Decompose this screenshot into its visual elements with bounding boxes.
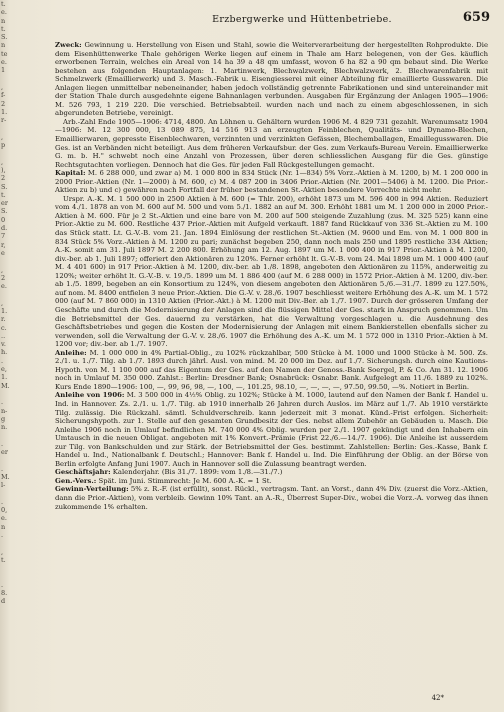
paragraph-text: 5% z. R.-F. (ist erfüllt), sonst. Rückl., vertragsm. Tant. an Vorst., dann 4% Div. (zuerst die Vorz.-Aktien, dann die Prior.-Aktien), vom verbleib. Gewinn 10% Tant. an A.-R., Überrest Super-Div., wobei die Vorz.-A. vorweg das ihnen zukommende 1% erhalten. [55, 485, 488, 511]
margin-fragment: c. [1, 323, 7, 332]
margin-fragment [0, 564, 14, 572]
paragraph-text: Spät. im Juni. Stimmrecht: Je M. 600 A.-K. = 1 St. [98, 476, 272, 485]
margin-fragment: 2 [1, 99, 6, 108]
margin-fragment: 1. [1, 306, 8, 315]
margin-fragment: e. [1, 282, 7, 291]
margin-fragment: 2 [1, 273, 6, 282]
paragraph-label: Geschäftsjahr: [55, 468, 111, 477]
margin-fragment: e [1, 248, 5, 257]
article-body [55, 41, 488, 511]
paragraph [55, 118, 488, 169]
running-header: Erzbergwerke und Hüttenbetriebe. [212, 14, 392, 25]
paragraph [55, 169, 488, 195]
margin-fragment [0, 490, 14, 498]
margin-fragment: e, [1, 365, 7, 374]
margin-fragment: te [1, 49, 8, 58]
paragraph-label: Zweck: [55, 41, 82, 49]
paragraph-label: Anleihe: [55, 348, 87, 357]
margin-fragment: p [1, 141, 6, 150]
paragraph [55, 477, 488, 486]
margin-fragment: e. [1, 8, 7, 17]
paragraph [55, 485, 488, 511]
paragraph-text: M. 6 288 000, und zwar a) M. 1 000 800 in 834 Stück (Nr. 1—834) 5% Vorz.-Aktien à M. 1200, b) M. 1 200 000 in 2000 Prior.-Aktien (Nr. 1—2000) à M. 600, c) M. 4 087 200 in 3406 Prior.-Aktien (Nr. 2001—5406) à M. 1200. Die Prior.-Aktien zu b) und c) gewähren nach Fortfall der früher bestandenen St.-Aktien besondere Vorrechte nicht mehr. [55, 169, 488, 195]
paragraph [55, 391, 488, 468]
margin-fragment: ), [1, 165, 6, 174]
paragraph-text: M. 3 500 000 in 4½% Oblig. zu 102%; Stücke à M. 1000, lautend auf den Namen der Bank f. Handel u. Ind. in Hannover. Zs. 2./1. u. 1./7. Tilg. ab 1910 innerhalb 26 Jahren durch Auslos. im März auf 1./7. Ab 1910 verstärkte Tilg. zulässig. Die Rückzahl. sämtl. Schuldverschreib. kann jederzeit mit 3 monat. Künd.-Frist erfolgen. Sicherheit: Sicherungshypoth. zur 1. Stelle auf den gesamten Grundbesitz der Ges. nebst allem Zubehör an Gebäuden u. Masch. Die Anleihe 1906 noch in Umlauf befindlichen M. 740 000 4% Oblig. wurden per 2./1. 1907 gekündigt und den Inhabern ein Umtausch in die neuen Obligat. angeboten mit 1% Konvert.-Prämie (Frist 22./6.—14./7. 1906). Die Anleihe ist ausserdem zur Tilg. von Bankschulden und zur Stärk. der Betriebsmittel der Ges. bestimmt. Zahlstellen: Berlin: Ges.-Kasse, Bank f. Handel u. Ind., Nationalbank f. Deutschl.; Hannover: Bank f. Handel u. Ind. Die Einführung der Oblig. an der Börse von Berlin erfolgte Anfang Juni 1907. Auch in Hannover soll die Zulassung beantragt werden. [55, 391, 488, 468]
margin-fragment: t. [1, 190, 6, 199]
paragraph-label: Kapital: [55, 169, 86, 178]
margin-fragment [0, 290, 14, 298]
margin-fragment: n [1, 522, 6, 531]
margin-fragment: f- [1, 91, 6, 100]
margin-fragment [0, 75, 14, 83]
paragraph-text: Urspr. A.-K. M. 1 500 000 in 2500 Aktien à M. 600 (= Thlr. 200), erhöht 1873 um M. 596 400 in 994 Aktien. Reduziert vom 4./1. 1878 an von M. 600 auf M. 500 und vom 5./1. 1882 an auf M. 300. Erhöht 1881 um M. 1 200 000 in 2000 Prior.-Aktien à M. 600. Für je 2 St.-Aktien und eine bare von M. 200 auf 500 steigende Zuzahlung (zus. M. 325 525) kann eine Prior.-Aktie zu M. 600. Restliche 437 Prior.-Aktien mit Aufgeld verkauft. 1887 fand Rückkauf von 336 St.-Aktien zu M. 100 das Stück statt. Lt. G.-V.-B. vom 21. Jan. 1894 Einlösung der restlichen St.-Aktien (M. 9600 und Em. von M. 1 000 800 in 834 Stück 5% Vorz.-Aktien à M. 1200 zu pari; zunächst begeben 250, dann noch mals 250 und 1895 restliche 334 Aktien; A.-K. somit am 31. Juli 1897 M. 2 200 800. Erhöhung am 12. Aug. 1897 um M. 1 000 400 in 917 Prior.-Aktien à M. 1200, div.-ber. ab 1. Juli 1897; offeriert den Aktionären zu 120%. Ferner erhöht lt. G.-V.-B. vom 24. Mai 1898 um M. 1 000 400 (auf M. 4 401 600) in 917 Prior.-Aktien à M. 1200, div.-ber. ab 1./8. 1898, angeboten den Aktionären zu 115%, anderweitig zu 120%; weiter erhöht lt. G.-V.-B. v. 19./5. 1899 um M. 1 886 400 (auf M. 6 288 000) in 1572 Prior.-Aktien à M. 1200, div.-ber. ab 1./5. 1899, begeben an ein Konsortium zu 124%, von diesem angeboten den Aktionären 5./6.—31./7. 1899 zu 127.50%, auf nom. M. 8400 entfielen 3 neue Prior.-Aktien. Die G.-V. v. 28./6. 1907 beschliesst weitere Erhöhung des A.-K. um M. 1 572 000 (auf M. 7 860 000) in 1310 Aktien (Prior.-Akt.) à M. 1200 mit Div.-Ber. ab 1./7. 1907. Durch der grösseren Umfang der Geschäfte und durch die Modernisierung der Anlagen sind die flüssigen Mittel der Ges. stark in Anspruch genommen. Um die Betriebsmittel der Ges. dauernd zu verstärken, hat die Verwaltung vorgeschlagen u. die Ausdehnung des Geschäftsbetriebes und gegen die Kosten der Modernisierung der Anlagen mit einem Bankierstellen ebenfalls sicher zu verwenden, soll die Verwaltung der G.-V. v. 28./6. 1907 die Erhöhung des A.-K. um M. 1 572 000 in 1310 Prior.-Aktien à M. 1200 vor; div.-ber. ab 1./7. 1907. [55, 194, 488, 349]
margin-fragment: e. [1, 58, 7, 67]
margin-fragment: r. [1, 315, 6, 324]
margin-fragment: . [1, 580, 4, 589]
margin-fragment [0, 390, 14, 398]
margin-fragment: l- [1, 481, 6, 490]
margin-fragment [0, 431, 14, 439]
margin-fragment: er [1, 199, 8, 208]
margin-fragment: S. [1, 182, 8, 191]
margin-fragment: . [1, 439, 4, 448]
paragraph [55, 195, 488, 349]
margin-fragment: t. [1, 555, 6, 564]
margin-fragment: . [1, 531, 4, 539]
margin-fragment: r, [1, 240, 6, 249]
paragraph-label: Gewinn-Verteilung: [55, 485, 129, 494]
margin-fragment: .. [1, 331, 6, 340]
margin-fragment [0, 572, 14, 580]
margin-fragment: 8. [1, 589, 8, 598]
page-number: 659 [462, 10, 490, 25]
margin-fragment: 1. [1, 107, 8, 116]
margin-fragment [0, 539, 14, 547]
margin-fragment: 0 [1, 215, 6, 224]
paragraph-label: Anleihe von 1906: [55, 391, 125, 400]
margin-fragment: M. [1, 381, 10, 390]
margin-fragment: , [1, 157, 4, 166]
margin-fragment: M. [1, 472, 10, 481]
margin-fragment: t. [1, 24, 6, 33]
margin-fragment [0, 456, 14, 464]
margin-fragment: n- [1, 406, 8, 415]
margin-fragment: 7 [1, 232, 6, 241]
margin-fragment: d. [1, 224, 8, 233]
margin-fragment: . [1, 497, 4, 506]
margin-fragment: d [1, 597, 6, 606]
margin-fragment [0, 257, 14, 265]
paragraph [55, 349, 488, 392]
margin-fragment: , [1, 298, 4, 307]
paragraph-text: Kalenderjahr. (Bis 31./7. 1899: vom 1./8.—31./7.) [112, 468, 283, 477]
margin-fragment: 1. [1, 373, 8, 382]
margin-fragment: , [1, 265, 4, 274]
margin-fragment: e. [1, 514, 7, 523]
margin-fragment: h. [1, 348, 8, 357]
margin-fragment: . [1, 464, 4, 473]
paragraph-label: Gen.-Vers.: [55, 476, 97, 485]
signature-mark: 42* [431, 694, 444, 702]
margin-fragment [0, 149, 14, 157]
margin-fragment: g [1, 414, 6, 423]
margin-fragment: 2 [1, 174, 6, 183]
margin-fragment: n [1, 41, 6, 50]
margin-fragment: S. [1, 33, 8, 42]
paragraph-text: Gewinnung u. Herstellung von Eisen und Stahl, sowie die Weiterverarbeitung der hergestellten Rohprodukte. Die dem Eisenhüttenwerke Thale gehörigen Werke liegen auf einem in Thale am Harz belegenen, von der Ges. käuflich erworbenen Terrain, welches ein Areal von 14 ha 39 a 48 qm umfasst, wovon 6 ha 82 a 90 qm bebaut sind. Die Werke bestehen aus folgenden Hauptanlagen: 1. Martinwerk, Blechwalzwerk, Blechwalzwerk, 2. Blechwarenfabrik mit Schmelzwerk (Emaillierwerk) und 3. Masch.-Fabrik u. Eisengiesserei mit einer Abteilung für emaillierte Gusswaren. Die Anlagen liegen unmittelbar nebeneinander, haben jedoch vollständig getrennte Fabrikationen und sind untereinander mit der Station Thale durch ausgedehnte eigene Bahnanlagen verbunden. Ausgaben für Ergänzung der Anlagen 1905—1906: M. 526 793, 1 219 220. Die verschied. Betriebsabteil. wurden nach und nach zu einem abgeschlossenen, in sich abgerundeten Betriebe, vereinigt. [55, 41, 488, 118]
margin-fragment: , [1, 132, 4, 141]
paragraph-text: Arb.-Zahl Ende 1905—1906: 4714, 4800. An Löhnen u. Gehältern wurden 1906 M. 4 829 731 gezahlt. Warenumsatz 1904—1906: M. 12 300 000, 13 089 875, 14 516 913 an erzeugten Feinblechen, Qualitäts- und Dynamo-Blechen, Emaillierwaren, gepresste Eisenblechwaren, verzinnten und verzinkten Gefässen, Blechemballagen, Emaillegusswaren. Die Ges. ist an Verbänden nicht beteiligt. Aus dem früheren Verkaufsbur. der Ges. zum Verkaufs-Bureau Verein. Emaillierwerke G. m. b. H." schwebt noch eine Anzahl von Prozessen, über deren schliesslichen Ausgang für die Ges. günstige Rechtsgutachten vorliegen. Dennoch hat die Ges. für jeden Fall Rückgestellungen gemacht. [55, 117, 488, 169]
margin-fragment: 1 [1, 66, 6, 75]
margin-fragment: v. [1, 340, 6, 349]
paragraph [55, 41, 488, 118]
paragraph-text: M. 1 000 000 in 4% Partial-Oblig., zu 102% rückzahlbar, 500 Stücke à M. 1000 und 1000 Stücke à M. 500. Zs. 2./1. u. 1./7. Tilg. ab 1./7. 1893 durch jährl. Ausl. von mind. M. 20 000 im Dez. auf 1./7. Sicherungsh. durch eine Kautions-Hypoth. von M. 1 100 000 auf das Eigentum der Ges. auf den Namen der Genoss.-Bank Soergel, P. & Co. Am 31. 12. 1906 noch in Umlauf M. 350 000. Zahlst.: Berlin: Dresdner Bank; Osnabrück: Osnabr. Bank. Aufgelegt am 11./6. 1889 zu 102%. Kurs Ende 1890—1906: 100, —, 99, 96, 98, —, 100, —, 101.25, 98.10, —, —, —, —, 97.50, 99.50, —%. Notiert in Berlin. [55, 348, 488, 391]
margin-fragment: r- [1, 116, 7, 125]
margin-fragment: , [1, 82, 4, 91]
margin-fragment: 0, [1, 506, 8, 515]
margin-fragment: , [1, 547, 4, 556]
margin-fragment: t. [1, 0, 6, 8]
paragraph [55, 468, 488, 477]
margin-fragment [0, 124, 14, 132]
left-margin-fragments [0, 0, 14, 712]
margin-fragment: S. [1, 207, 8, 216]
margin-fragment: n. [1, 423, 8, 432]
margin-fragment: n [1, 16, 6, 25]
margin-fragment: . [1, 398, 4, 407]
margin-fragment: er [1, 448, 8, 457]
margin-fragment: . [1, 356, 4, 365]
